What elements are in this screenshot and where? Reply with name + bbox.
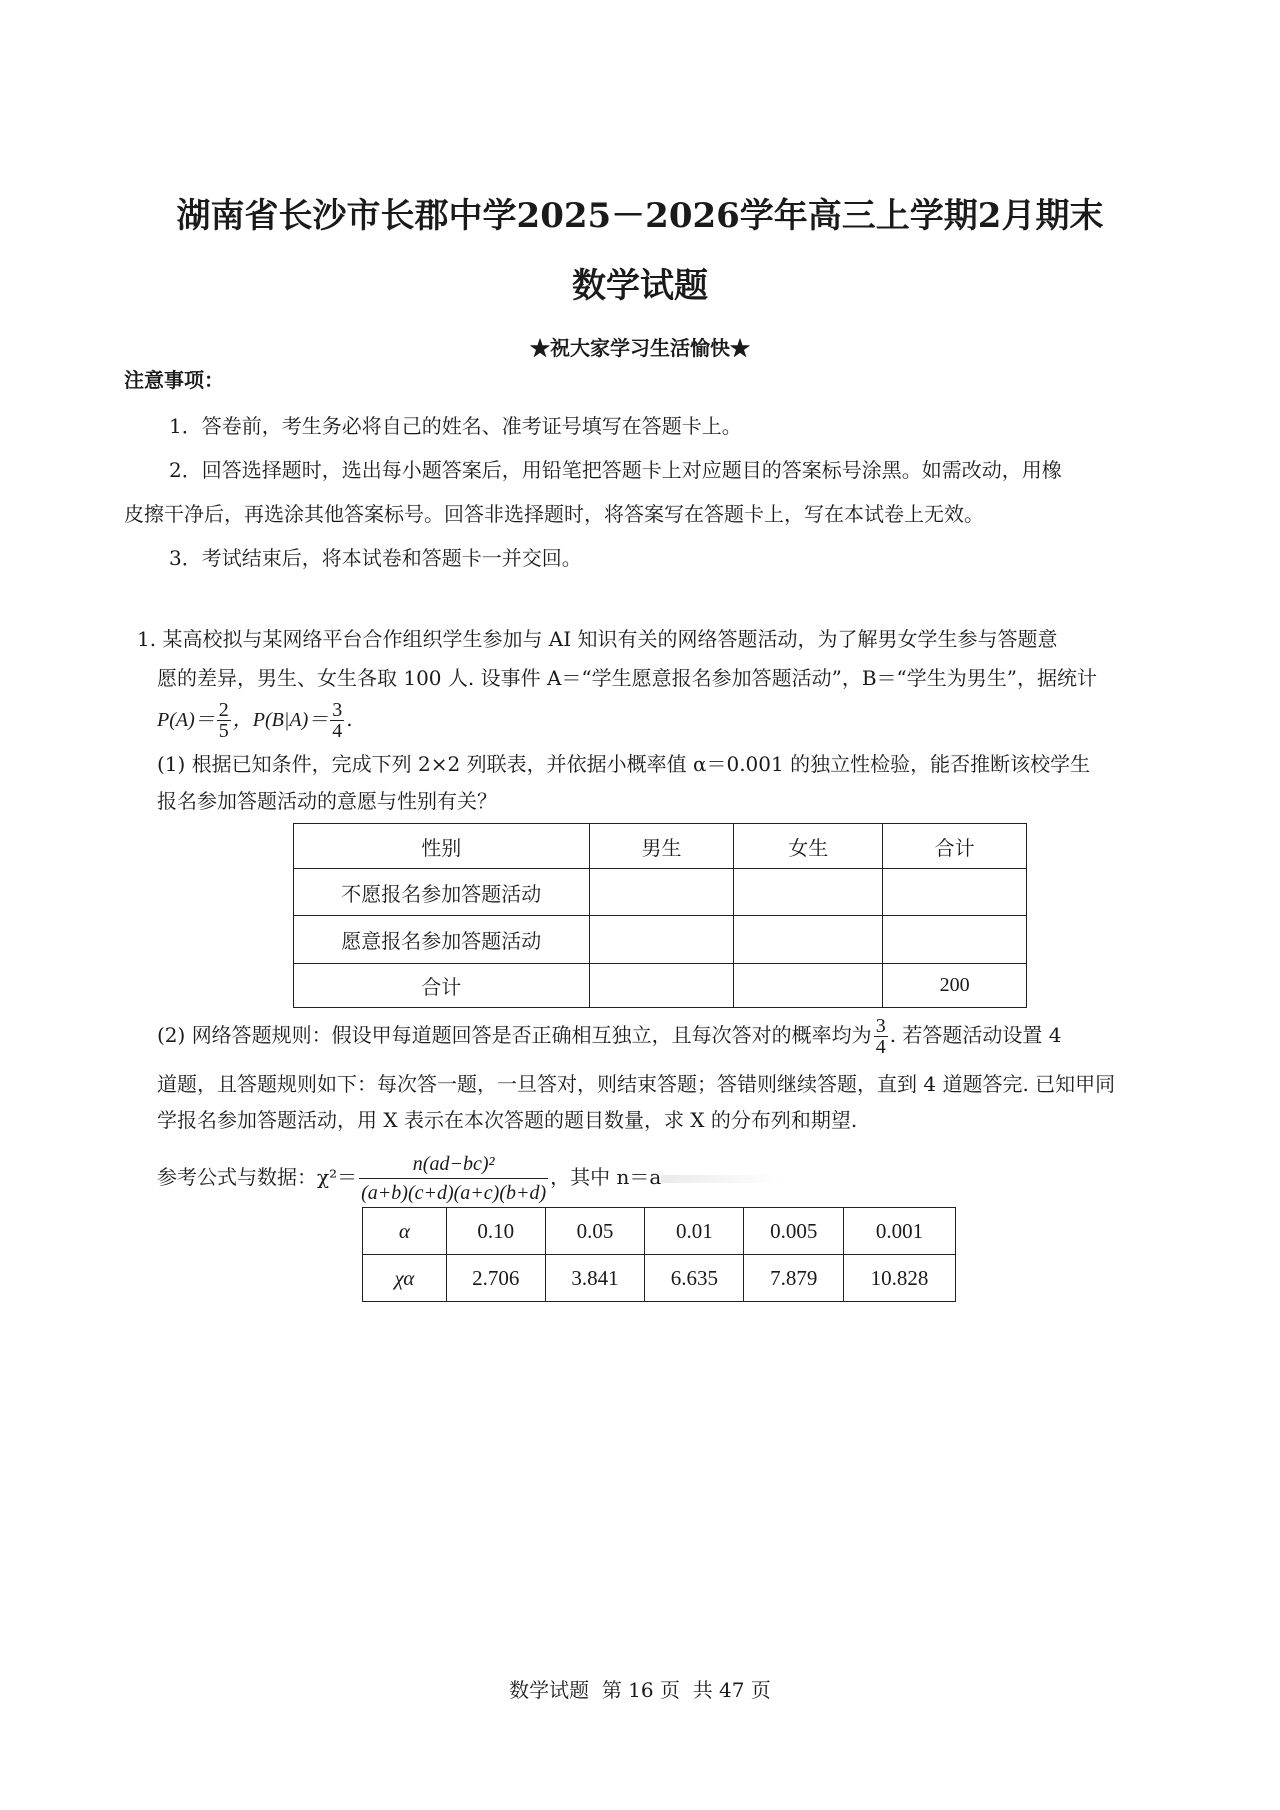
table-header: 男生: [589, 824, 734, 869]
denominator: 5: [218, 720, 229, 742]
table-cell: [589, 916, 734, 964]
formula-label: 参考公式与数据：χ²＝: [157, 1165, 358, 1189]
reference-formula: [157, 1150, 781, 1207]
denominator: 4: [332, 720, 343, 742]
notice-item: 3．考试结束后，将本试卷和答题卡一并交回。: [169, 546, 582, 570]
notice-item: 2．回答选择题时，选出每小题答案后，用铅笔把答题卡上对应题目的答案标号涂黑。如需改动，用橡: [169, 458, 1062, 482]
table-cell: [734, 869, 883, 916]
table-cell: [734, 916, 883, 964]
numerator: 2: [218, 699, 229, 721]
table-cell: 0.001: [844, 1208, 956, 1255]
fraction: [874, 1016, 888, 1057]
faded-text: [661, 1175, 781, 1183]
table-cell: 200: [883, 964, 1027, 1008]
numerator: 3: [332, 699, 343, 721]
pba-label: ，P(B|A)＝: [232, 709, 329, 731]
table-cell: [883, 916, 1027, 964]
probability-given: P(A)＝ $\frac{2}{5}$ ，P(B|A)＝ $\frac{3}{4}$ .: [157, 699, 353, 742]
table-cell: α: [363, 1208, 447, 1255]
table-cell: 2.706: [446, 1255, 545, 1302]
notice-item: 1．答卷前，考生务必将自己的姓名、准考证号填写在答题卡上。: [169, 414, 742, 438]
critical-value-table: [362, 1207, 956, 1302]
numerator: 3: [875, 1015, 886, 1037]
table-cell: 0.05: [545, 1208, 645, 1255]
question-text: 1. 某高校拟与某网络平台合作组织学生参加与 AI 知识有关的网络答题活动，为了解男女学生参与答题意: [137, 627, 1058, 651]
table-cell: 0.005: [744, 1208, 844, 1255]
table-header: 性别: [294, 824, 590, 869]
part1-text: (1) 根据已知条件，完成下列 2×2 列联表，并依据小概率值 α＝0.001 的独立性检验，能否推断该校学生: [157, 752, 1091, 776]
table-cell: 6.635: [645, 1255, 744, 1302]
part2-text: 道题，且答题规则如下：每次答一题，一旦答对，则结束答题；答错则继续答题，直到 4 道题答完. 已知甲同: [157, 1072, 1116, 1096]
page-footer: 数学试题 第 16 页 共 47 页: [509, 1678, 771, 1702]
slogan: ★祝大家学习生活愉快★: [530, 336, 750, 360]
fraction: [217, 700, 231, 741]
contingency-table: [293, 823, 1027, 1008]
table-cell: 0.10: [446, 1208, 545, 1255]
table-cell: [883, 869, 1027, 916]
table-cell: 不愿报名参加答题活动: [294, 869, 590, 916]
table-cell: [589, 869, 734, 916]
table-cell: 3.841: [545, 1255, 645, 1302]
table-cell: [589, 964, 734, 1008]
part2-text: [157, 1016, 1061, 1057]
formula-tail: ，其中 n＝a: [550, 1165, 662, 1189]
table-cell: 7.879: [744, 1255, 844, 1302]
notice-heading: 注意事项：: [124, 368, 224, 392]
table-header: 合计: [883, 824, 1027, 869]
denominator: 4: [875, 1036, 886, 1058]
table-cell: 愿意报名参加答题活动: [294, 916, 590, 964]
numerator: n(ad−bc)²: [359, 1150, 548, 1179]
table-cell: χα: [363, 1255, 447, 1302]
fraction: [330, 700, 344, 741]
table-cell: [734, 964, 883, 1008]
table-cell: 合计: [294, 964, 590, 1008]
chi-square-fraction: [359, 1150, 548, 1207]
pa-label: P(A)＝: [157, 709, 215, 731]
part2-text-a: (2) 网络答题规则：假设甲每道题回答是否正确相互独立，且每次答对的概率均为: [157, 1023, 872, 1047]
part2-text: 学报名参加答题活动，用 X 表示在本次答题的题目数量，求 X 的分布列和期望.: [157, 1108, 858, 1132]
notice-item: 皮擦干净后，再选涂其他答案标号。回答非选择题时，将答案写在答题卡上，写在本试卷上无效。: [124, 502, 984, 526]
part1-text: 报名参加答题活动的意愿与性别有关？: [157, 789, 497, 813]
exam-title: 湖南省长沙市长郡中学2025－2026学年高三上学期2月期末: [176, 196, 1104, 236]
question-text: 愿的差异，男生、女生各取 100 人. 设事件 A＝“学生愿意报名参加答题活动”，B＝“学生为男生”，据统计: [157, 666, 1097, 690]
part2-text-b: . 若答题活动设置 4: [889, 1023, 1062, 1047]
denominator: (a+b)(c+d)(a+c)(b+d): [361, 1182, 547, 1204]
table-cell: 0.01: [645, 1208, 744, 1255]
table-header: 女生: [734, 824, 883, 869]
table-cell: 10.828: [844, 1255, 956, 1302]
exam-subject: 数学试题: [572, 266, 708, 306]
